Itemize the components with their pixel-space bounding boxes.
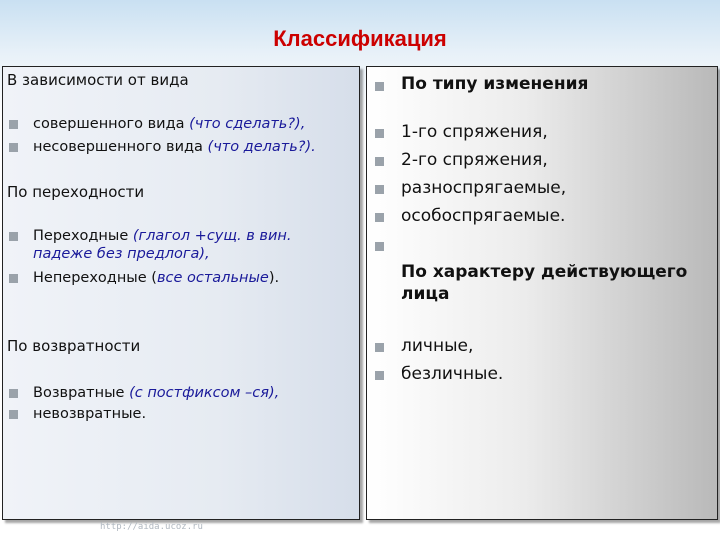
bullet-icon (375, 242, 384, 251)
list-item: невозвратные. (33, 406, 147, 422)
list-item: разноспрягаемые, (401, 178, 567, 198)
list-item: личные, (401, 336, 474, 356)
slide-title: Классификация (273, 26, 447, 51)
bullet-icon (375, 213, 384, 222)
bullet-icon (9, 389, 18, 398)
bullet-icon (375, 129, 384, 138)
list-item: Возвратные (с постфиксом –ся), (33, 385, 280, 401)
right-panel (366, 66, 718, 520)
list-item: несовершенного вида (что делать?). (33, 139, 316, 155)
left-panel (2, 66, 360, 520)
heading-by-inflection: По типу изменения (401, 74, 589, 94)
list-item: совершенного вида (что сделать?), (33, 116, 306, 132)
list-item: особоспрягаемые. (401, 206, 566, 226)
heading-by-reflexivity: По возвратности (7, 337, 141, 355)
heading-by-transitivity: По переходности (7, 183, 145, 201)
bullet-icon (9, 120, 18, 129)
list-item: Непереходные (все остальные). (33, 270, 280, 286)
bullet-icon (9, 143, 18, 152)
list-item: 2-го спряжения, (401, 150, 548, 170)
bullet-icon (9, 410, 18, 419)
bullet-icon (9, 274, 18, 283)
list-item: 1-го спряжения, (401, 122, 548, 142)
bullet-icon (9, 232, 18, 241)
bullet-icon (375, 185, 384, 194)
list-item: безличные. (401, 364, 504, 384)
bullet-icon (375, 157, 384, 166)
heading-by-actor: По характеру действующего лица (401, 262, 688, 304)
bullet-icon (375, 343, 384, 352)
list-item: Переходные (глагол +сущ. в вин. падеже без предлога), (33, 228, 292, 262)
watermark: http://aida.ucoz.ru (100, 522, 203, 532)
heading-by-aspect: В зависимости от вида (7, 71, 189, 89)
bullet-icon (375, 371, 384, 380)
bullet-icon (375, 82, 384, 91)
